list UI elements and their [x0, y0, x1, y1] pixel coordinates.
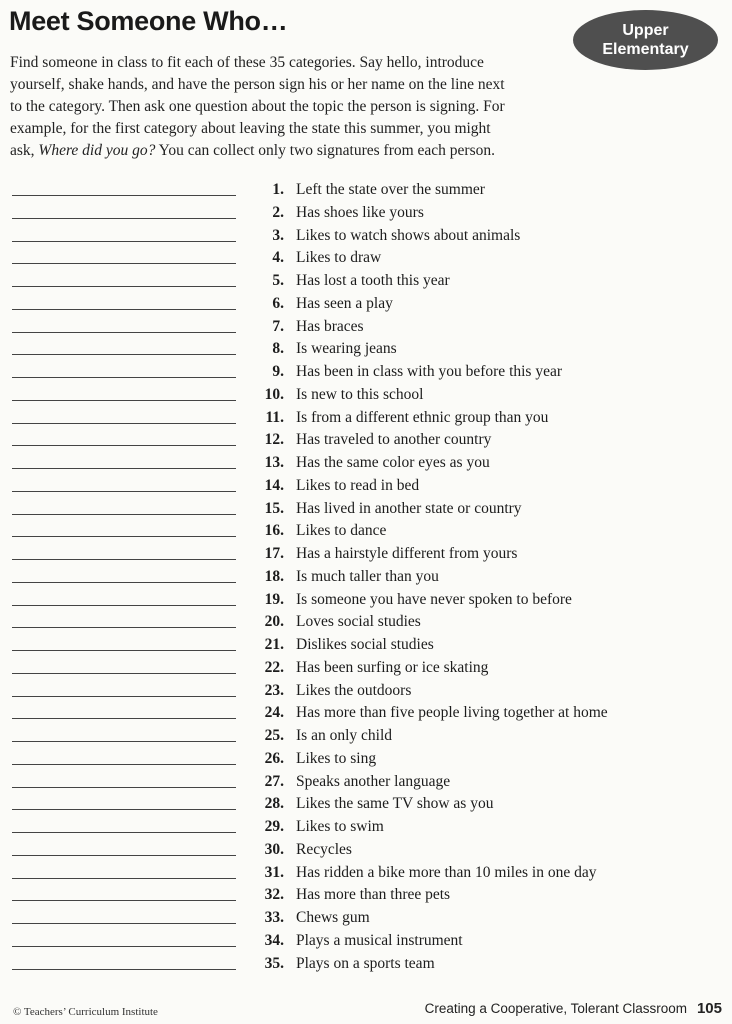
item-text: Plays on a sports team [296, 954, 435, 972]
item-text: Has lost a tooth this year [296, 272, 450, 289]
item-text: Is an only child [296, 727, 392, 744]
item-text: Is someone you have never spoken to before [296, 590, 572, 608]
signature-line[interactable] [12, 582, 236, 583]
list-item [0, 339, 732, 362]
list-item [0, 658, 732, 681]
item-text: Has the same color eyes as you [296, 454, 490, 471]
item-text: Has been in class with you before this year [296, 363, 563, 380]
item-number: 4. [272, 249, 284, 267]
list-item [0, 385, 732, 408]
item-number: 16. [264, 522, 284, 540]
item-number: 28. [264, 795, 284, 813]
signature-line[interactable] [12, 491, 236, 492]
level-badge [573, 10, 718, 70]
item-text: Likes to draw [296, 249, 382, 267]
item-number: 8. [272, 340, 284, 358]
signature-line[interactable] [12, 445, 236, 446]
item-number: 11. [265, 408, 284, 426]
list-item [0, 772, 732, 795]
list-item [0, 954, 732, 977]
item-number: 7. [272, 317, 284, 335]
item-number: 20. [264, 613, 284, 631]
item-number: 21. [264, 636, 284, 653]
item-text: Has braces [296, 317, 364, 335]
item-text: Has lived in another state or country [296, 499, 522, 517]
signature-line[interactable] [12, 764, 236, 765]
item-text: Is new to this school [296, 385, 424, 403]
list-item [0, 476, 732, 499]
signature-line[interactable] [12, 536, 236, 537]
item-text: Chews gum [296, 909, 370, 926]
signature-line[interactable] [12, 969, 236, 970]
signature-line[interactable] [12, 263, 236, 264]
page-title: Meet Someone Who… [9, 6, 288, 36]
signature-line[interactable] [12, 377, 236, 378]
item-text: Has ridden a bike more than 10 miles in one day [296, 863, 597, 881]
item-number: 10. [264, 385, 284, 403]
item-text: Is wearing jeans [296, 340, 397, 358]
item-number: 1. [272, 181, 284, 198]
item-text: Dislikes social studies [296, 636, 434, 653]
item-number: 15. [264, 499, 284, 517]
item-number: 29. [264, 818, 284, 835]
instructions-line-2: yourself, shake hands, and have the person sign his or her name on the line next [10, 76, 505, 93]
item-text: Likes to watch shows about animals [296, 226, 521, 244]
list-item [0, 180, 732, 203]
signature-line[interactable] [12, 605, 236, 606]
signature-line[interactable] [12, 514, 236, 515]
instructions-line-5-suffix: You can collect only two signatures from each person. [155, 142, 496, 159]
list-item [0, 317, 732, 340]
list-item [0, 248, 732, 271]
item-number: 34. [264, 931, 284, 949]
item-number: 26. [264, 749, 284, 767]
signature-line[interactable] [12, 559, 236, 560]
item-number: 19. [264, 590, 284, 608]
signature-line[interactable] [12, 878, 236, 879]
item-number: 9. [272, 363, 284, 380]
badge-line-2: Elementary [602, 41, 689, 58]
copyright: © Teachers’ Curriculum Institute [13, 1006, 158, 1018]
book-footer [425, 1000, 722, 1017]
item-number: 13. [264, 454, 284, 471]
item-number: 30. [264, 840, 284, 858]
signature-line[interactable] [12, 354, 236, 355]
item-number: 3. [272, 226, 284, 244]
signature-line[interactable] [12, 855, 236, 856]
item-text: Has a hairstyle different from yours [296, 545, 518, 562]
category-list [0, 180, 732, 976]
item-text: Likes the outdoors [296, 681, 412, 699]
list-item [0, 362, 732, 385]
list-item [0, 203, 732, 226]
list-item [0, 885, 732, 908]
signature-line[interactable] [12, 923, 236, 924]
list-item [0, 499, 732, 522]
list-item [0, 726, 732, 749]
list-item [0, 521, 732, 544]
signature-line[interactable] [12, 718, 236, 719]
instructions-line-3: to the category. Then ask one question about the topic the person is signing. For [10, 98, 505, 115]
item-text: Has been surfing or ice skating [296, 658, 489, 676]
signature-line[interactable] [12, 218, 236, 219]
instructions-line-5 [10, 140, 570, 162]
signature-line[interactable] [12, 900, 236, 901]
signature-line[interactable] [12, 809, 236, 810]
list-item [0, 544, 732, 567]
list-item [0, 271, 732, 294]
signature-line[interactable] [12, 195, 236, 196]
item-number: 14. [264, 476, 284, 494]
item-number: 12. [264, 431, 284, 449]
signature-line[interactable] [12, 332, 236, 333]
item-text: Recycles [296, 840, 352, 858]
signature-line[interactable] [12, 946, 236, 947]
item-number: 33. [264, 909, 284, 926]
item-text: Speaks another language [296, 772, 451, 790]
example-question: Where did you go? [38, 142, 156, 159]
item-text: Plays a musical instrument [296, 931, 463, 949]
list-item [0, 931, 732, 954]
signature-line[interactable] [12, 286, 236, 287]
item-text: Likes to dance [296, 522, 387, 540]
list-item [0, 703, 732, 726]
list-item [0, 590, 732, 613]
list-item [0, 226, 732, 249]
item-text: Left the state over the summer [296, 181, 485, 198]
instructions-line-1: Find someone in class to fit each of these 35 categories. Say hello, introduce [10, 54, 484, 71]
item-number: 25. [264, 727, 284, 744]
item-number: 24. [264, 704, 284, 722]
item-number: 18. [264, 567, 284, 585]
signature-line[interactable] [12, 832, 236, 833]
instructions-line-4: example, for the first category about leaving the state this summer, you might [10, 120, 491, 137]
item-number: 17. [264, 545, 284, 562]
item-text: Has more than five people living together at home [296, 704, 608, 722]
signature-line[interactable] [12, 673, 236, 674]
item-number: 35. [264, 954, 284, 972]
signature-line[interactable] [12, 696, 236, 697]
signature-line[interactable] [12, 309, 236, 310]
instructions-line-5-prefix: ask, [10, 142, 39, 159]
list-item [0, 635, 732, 658]
list-item [0, 612, 732, 635]
signature-line[interactable] [12, 650, 236, 651]
item-text: Is from a different ethnic group than you [296, 408, 549, 426]
list-item [0, 681, 732, 704]
item-number: 31. [264, 863, 284, 881]
item-text: Likes the same TV show as you [296, 795, 494, 813]
instructions-paragraph [10, 52, 570, 162]
item-text: Loves social studies [296, 613, 421, 631]
book-title: Creating a Cooperative, Tolerant Classroom [424, 1001, 687, 1016]
item-number: 6. [272, 294, 284, 312]
badge-line-1: Upper [622, 22, 669, 39]
signature-line[interactable] [12, 468, 236, 469]
list-item [0, 817, 732, 840]
item-text: Likes to swim [296, 818, 384, 835]
item-text: Has traveled to another country [296, 431, 492, 449]
item-text: Likes to sing [296, 749, 377, 767]
list-item [0, 453, 732, 476]
signature-line[interactable] [12, 423, 236, 424]
list-item [0, 908, 732, 931]
item-number: 5. [272, 272, 284, 289]
item-text: Has more than three pets [296, 886, 451, 904]
signature-line[interactable] [12, 241, 236, 242]
item-number: 27. [264, 772, 284, 790]
list-item [0, 794, 732, 817]
list-item [0, 567, 732, 590]
list-item [0, 840, 732, 863]
page-number: 105 [696, 1000, 722, 1017]
signature-line[interactable] [12, 627, 236, 628]
signature-line[interactable] [12, 400, 236, 401]
item-text: Is much taller than you [296, 567, 439, 585]
list-item [0, 408, 732, 431]
list-item [0, 749, 732, 772]
item-text: Has shoes like yours [296, 203, 424, 221]
item-number: 23. [264, 681, 284, 699]
item-text: Has seen a play [296, 294, 393, 312]
list-item [0, 430, 732, 453]
item-text: Likes to read in bed [296, 476, 420, 494]
item-number: 32. [264, 886, 284, 904]
item-number: 22. [264, 658, 284, 676]
item-number: 2. [272, 203, 284, 221]
list-item [0, 294, 732, 317]
signature-line[interactable] [12, 741, 236, 742]
list-item [0, 863, 732, 886]
signature-line[interactable] [12, 787, 236, 788]
